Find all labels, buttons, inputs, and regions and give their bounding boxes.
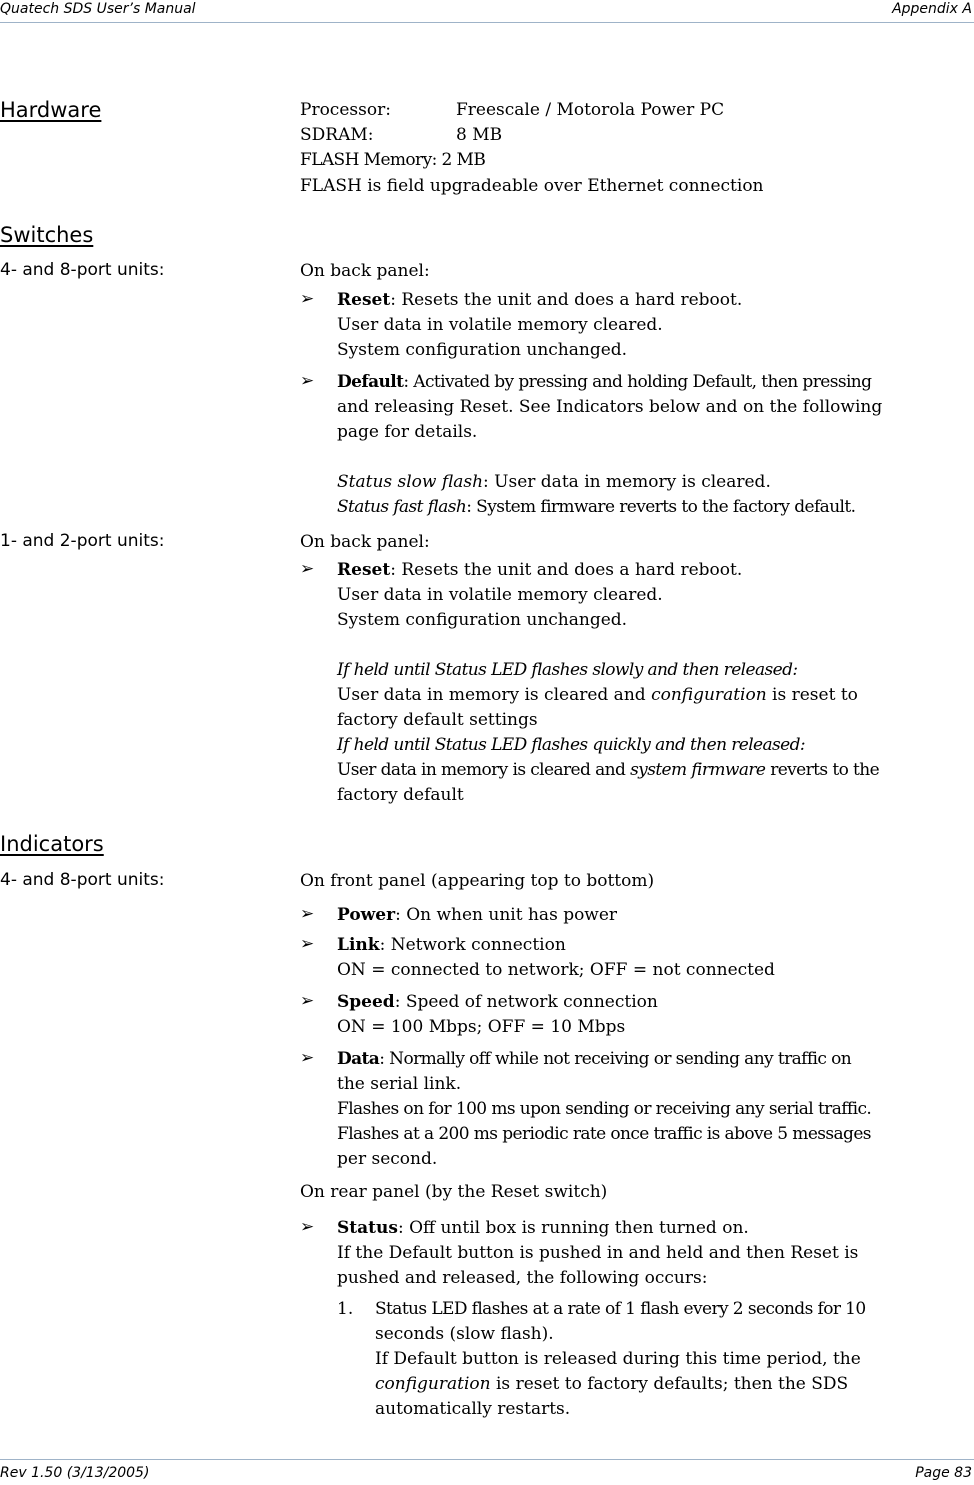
arrow-bullet-icon: ➢ — [300, 991, 315, 1011]
status-line-3: pushed and released, the following occurs: — [337, 1268, 708, 1288]
reset-line-3: System configuration unchanged. — [337, 340, 628, 360]
default-line-3: page for details. — [337, 422, 478, 442]
data-line-2: the serial link. — [337, 1074, 462, 1094]
data-line-5: per second. — [337, 1149, 438, 1169]
data-item: Data: Normally off while not receiving or sending any traffic on — [337, 1049, 852, 1069]
indicators-4-8-label: 4- and 8-port units: — [0, 870, 165, 890]
hardware-heading: Hardware — [0, 98, 102, 122]
speed-item: Speed: Speed of network connection — [337, 992, 658, 1012]
footer-revision: Rev 1.50 (3/13/2005) — [0, 1465, 150, 1481]
switches-4-8-intro: On back panel: — [300, 261, 430, 281]
reset-item: Reset: Resets the unit and does a hard reboot. — [337, 290, 743, 310]
quick-line-1: User data in memory is cleared and system firmware reverts to the — [337, 760, 880, 780]
reset-item-1-2: Reset: Resets the unit and does a hard reboot. — [337, 560, 743, 580]
default-item: Default: Activated by pressing and holding Default, then pressing — [337, 372, 872, 392]
reset-line-2: User data in volatile memory cleared. — [337, 315, 663, 335]
status-item: Status: Off until box is running then turned on. — [337, 1218, 749, 1238]
item1-line-4: configuration is reset to factory defaults; then the SDS — [375, 1374, 849, 1394]
indicators-heading: Indicators — [0, 832, 104, 856]
arrow-bullet-icon: ➢ — [300, 371, 315, 391]
arrow-bullet-icon: ➢ — [300, 289, 315, 309]
processor-label: Processor: — [300, 100, 391, 120]
default-line-2: and releasing Reset. See Indicators below and on the following — [337, 397, 883, 417]
reset-1-2-line-3: System configuration unchanged. — [337, 610, 628, 630]
switches-heading: Switches — [0, 223, 94, 247]
power-item: Power: On when unit has power — [337, 905, 618, 925]
slow-line-2: factory default settings — [337, 710, 538, 730]
page-footer — [0, 1459, 974, 1485]
flash-memory: FLASH Memory: 2 MB — [300, 150, 486, 170]
front-panel-intro: On front panel (appearing top to bottom) — [300, 871, 655, 891]
list-number: 1. — [337, 1299, 354, 1319]
flash-upgrade: FLASH is field upgradeable over Ethernet connection — [300, 176, 764, 196]
item1-line-1: Status LED flashes at a rate of 1 flash every 2 seconds for 10 — [375, 1299, 866, 1319]
status-slow-flash: Status slow flash: User data in memory is cleared. — [337, 472, 771, 492]
speed-line-2: ON = 100 Mbps; OFF = 10 Mbps — [337, 1017, 626, 1037]
reset-1-2-line-2: User data in volatile memory cleared. — [337, 585, 663, 605]
link-line-2: ON = connected to network; OFF = not connected — [337, 960, 775, 980]
link-item: Link: Network connection — [337, 935, 566, 955]
arrow-bullet-icon: ➢ — [300, 559, 315, 579]
sdram-value: 8 MB — [456, 125, 503, 145]
footer-page-number: Page 83 — [915, 1465, 972, 1481]
switches-1-2-intro: On back panel: — [300, 532, 430, 552]
header-title: Quatech SDS User’s Manual — [0, 1, 196, 17]
sdram-label: SDRAM: — [300, 125, 374, 145]
switches-1-2-label: 1- and 2-port units: — [0, 531, 165, 551]
slow-line-1: User data in memory is cleared and configuration is reset to — [337, 685, 858, 705]
header-section: Appendix A — [892, 1, 972, 17]
switches-4-8-label: 4- and 8-port units: — [0, 260, 165, 280]
quick-heading: If held until Status LED flashes quickly and then released: — [337, 735, 806, 755]
data-line-3: Flashes on for 100 ms upon sending or receiving any serial traffic. — [337, 1099, 872, 1119]
arrow-bullet-icon: ➢ — [300, 934, 315, 954]
rear-panel-intro: On rear panel (by the Reset switch) — [300, 1182, 608, 1202]
item1-line-3: If Default button is released during this time period, the — [375, 1349, 861, 1369]
arrow-bullet-icon: ➢ — [300, 1048, 315, 1068]
quick-line-2: factory default — [337, 785, 464, 805]
item1-line-5: automatically restarts. — [375, 1399, 571, 1419]
slow-heading: If held until Status LED flashes slowly and then released: — [337, 660, 798, 680]
status-line-2: If the Default button is pushed in and held and then Reset is — [337, 1243, 859, 1263]
data-line-4: Flashes at a 200 ms periodic rate once traffic is above 5 messages — [337, 1124, 871, 1144]
processor-value: Freescale / Motorola Power PC — [456, 100, 725, 120]
page-header — [0, 0, 974, 23]
arrow-bullet-icon: ➢ — [300, 904, 315, 924]
status-fast-flash: Status fast flash: System firmware reverts to the factory default. — [337, 497, 856, 517]
item1-line-2: seconds (slow flash). — [375, 1324, 554, 1344]
arrow-bullet-icon: ➢ — [300, 1217, 315, 1237]
